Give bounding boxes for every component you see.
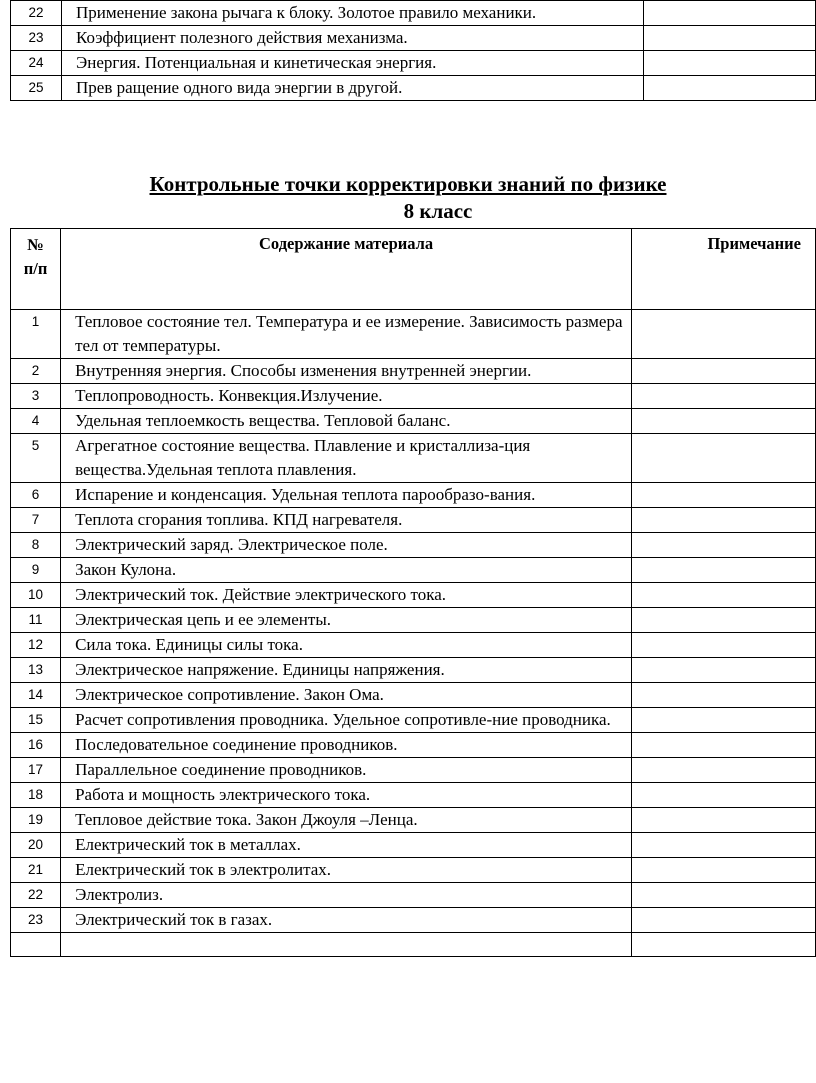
row-content: Энергия. Потенциальная и кинетическая энергия. bbox=[62, 51, 644, 76]
row-note bbox=[632, 533, 816, 558]
row-number: 6 bbox=[11, 483, 61, 508]
table-row bbox=[11, 658, 816, 683]
table-row bbox=[11, 733, 816, 758]
table-row bbox=[11, 608, 816, 633]
table-row bbox=[11, 758, 816, 783]
row-content: Работа и мощность электрического тока. bbox=[61, 783, 632, 808]
row-note bbox=[632, 558, 816, 583]
row-content: Применение закона рычага к блоку. Золотое правило механики. bbox=[62, 1, 644, 26]
row-content: Теплопроводность. Конвекция.Излучение. bbox=[61, 384, 632, 409]
row-note bbox=[644, 26, 816, 51]
table-row bbox=[11, 783, 816, 808]
row-content: Теплота сгорания топлива. КПД нагревателя. bbox=[61, 508, 632, 533]
row-number: 23 bbox=[11, 908, 61, 933]
row-note bbox=[632, 758, 816, 783]
row-number: 5 bbox=[11, 434, 61, 483]
row-note bbox=[644, 76, 816, 101]
row-note bbox=[632, 683, 816, 708]
row-note bbox=[632, 409, 816, 434]
previous-topics-table bbox=[10, 0, 816, 101]
row-content: Электрическая цепь и ее элементы. bbox=[61, 608, 632, 633]
row-number: 22 bbox=[11, 1, 62, 26]
row-number: 4 bbox=[11, 409, 61, 434]
row-number: 8 bbox=[11, 533, 61, 558]
table-row bbox=[11, 310, 816, 359]
row-number: 19 bbox=[11, 808, 61, 833]
row-number: 2 bbox=[11, 359, 61, 384]
row-content: Испарение и конденсация. Удельная теплота парообразо-вания. bbox=[61, 483, 632, 508]
document-subtitle: 8 класс bbox=[403, 199, 473, 223]
row-note bbox=[632, 858, 816, 883]
row-content: Закон Кулона. bbox=[61, 558, 632, 583]
row-number: 3 bbox=[11, 384, 61, 409]
table-row bbox=[11, 633, 816, 658]
table-row bbox=[11, 359, 816, 384]
document-title: Контрольные точки корректировки знаний по физике bbox=[149, 172, 667, 196]
row-note bbox=[632, 483, 816, 508]
row-note bbox=[644, 51, 816, 76]
row-content: Последовательное соединение проводников. bbox=[61, 733, 632, 758]
row-note bbox=[632, 310, 816, 359]
row-content: Электрическое сопротивление. Закон Ома. bbox=[61, 683, 632, 708]
table-row bbox=[11, 533, 816, 558]
row-content: Расчет сопротивления проводника. Удельное сопротивле-ние проводника. bbox=[61, 708, 632, 733]
table-row bbox=[11, 708, 816, 733]
row-content: Тепловое состояние тел. Температура и ее измерение. Зависимость размера тел от температуры. bbox=[61, 310, 632, 359]
row-note bbox=[632, 733, 816, 758]
row-number: 14 bbox=[11, 683, 61, 708]
table-row bbox=[11, 1, 816, 26]
table-row bbox=[11, 434, 816, 483]
table-row bbox=[11, 508, 816, 533]
table-row bbox=[11, 808, 816, 833]
row-number: 18 bbox=[11, 783, 61, 808]
topics-table bbox=[10, 228, 816, 957]
row-content: Коэффициент полезного действия механизма. bbox=[62, 26, 644, 51]
row-number: 17 bbox=[11, 758, 61, 783]
row-content: Удельная теплоемкость вещества. Тепловой баланс. bbox=[61, 409, 632, 434]
row-number: 20 bbox=[11, 833, 61, 858]
row-number: 1 bbox=[11, 310, 61, 359]
table-row bbox=[11, 883, 816, 908]
row-content: Параллельное соединение проводников. bbox=[61, 758, 632, 783]
row-number: 15 bbox=[11, 708, 61, 733]
row-note bbox=[632, 434, 816, 483]
row-note bbox=[632, 808, 816, 833]
row-note bbox=[632, 633, 816, 658]
row-number: 7 bbox=[11, 508, 61, 533]
row-content: Сила тока. Единицы силы тока. bbox=[61, 633, 632, 658]
row-number: 10 bbox=[11, 583, 61, 608]
row-number: 25 bbox=[11, 76, 62, 101]
row-note bbox=[632, 833, 816, 858]
header-content: Содержание материала bbox=[61, 229, 632, 310]
row-note bbox=[644, 1, 816, 26]
table-row bbox=[11, 26, 816, 51]
table-row bbox=[11, 409, 816, 434]
table-row bbox=[11, 583, 816, 608]
row-note bbox=[632, 708, 816, 733]
row-note bbox=[632, 933, 816, 957]
row-note bbox=[632, 384, 816, 409]
row-number: 12 bbox=[11, 633, 61, 658]
table-row bbox=[11, 933, 816, 957]
row-content: Электрический ток в газах. bbox=[61, 908, 632, 933]
row-note bbox=[632, 608, 816, 633]
table-row bbox=[11, 683, 816, 708]
header-number-line1: № bbox=[27, 235, 44, 254]
table-row bbox=[11, 908, 816, 933]
header-number bbox=[11, 229, 61, 310]
row-number: 13 bbox=[11, 658, 61, 683]
row-number: 23 bbox=[11, 26, 62, 51]
table-row bbox=[11, 558, 816, 583]
row-note bbox=[632, 508, 816, 533]
row-content: Электрический заряд. Электрическое поле. bbox=[61, 533, 632, 558]
row-content: Електрический ток в металлах. bbox=[61, 833, 632, 858]
row-number: 16 bbox=[11, 733, 61, 758]
row-note bbox=[632, 583, 816, 608]
row-content: Електрический ток в электролитах. bbox=[61, 858, 632, 883]
row-content bbox=[61, 933, 632, 957]
row-number: 22 bbox=[11, 883, 61, 908]
table-row bbox=[11, 76, 816, 101]
row-number bbox=[11, 933, 61, 957]
table-row bbox=[11, 51, 816, 76]
row-number: 21 bbox=[11, 858, 61, 883]
row-number: 11 bbox=[11, 608, 61, 633]
table-row bbox=[11, 483, 816, 508]
row-content: Тепловое действие тока. Закон Джоуля –Ленца. bbox=[61, 808, 632, 833]
table-row bbox=[11, 833, 816, 858]
row-note bbox=[632, 783, 816, 808]
row-number: 9 bbox=[11, 558, 61, 583]
header-number-line2: п/п bbox=[23, 259, 48, 278]
row-content: Агрегатное состояние вещества. Плавление и кристаллиза-ция вещества.Удельная теплота плавления. bbox=[61, 434, 632, 483]
row-content: Электролиз. bbox=[61, 883, 632, 908]
row-note bbox=[632, 359, 816, 384]
row-content: Внутренняя энергия. Способы изменения внутренней энергии. bbox=[61, 359, 632, 384]
row-content: Электрический ток. Действие электрического тока. bbox=[61, 583, 632, 608]
row-content: Электрическое напряжение. Единицы напряжения. bbox=[61, 658, 632, 683]
table-header-row bbox=[11, 229, 816, 310]
row-number: 24 bbox=[11, 51, 62, 76]
table-row bbox=[11, 858, 816, 883]
row-note bbox=[632, 908, 816, 933]
row-content: Прев ращение одного вида энергии в другой. bbox=[62, 76, 644, 101]
row-note bbox=[632, 883, 816, 908]
row-note bbox=[632, 658, 816, 683]
header-note: Примечание bbox=[632, 229, 816, 310]
table-row bbox=[11, 384, 816, 409]
